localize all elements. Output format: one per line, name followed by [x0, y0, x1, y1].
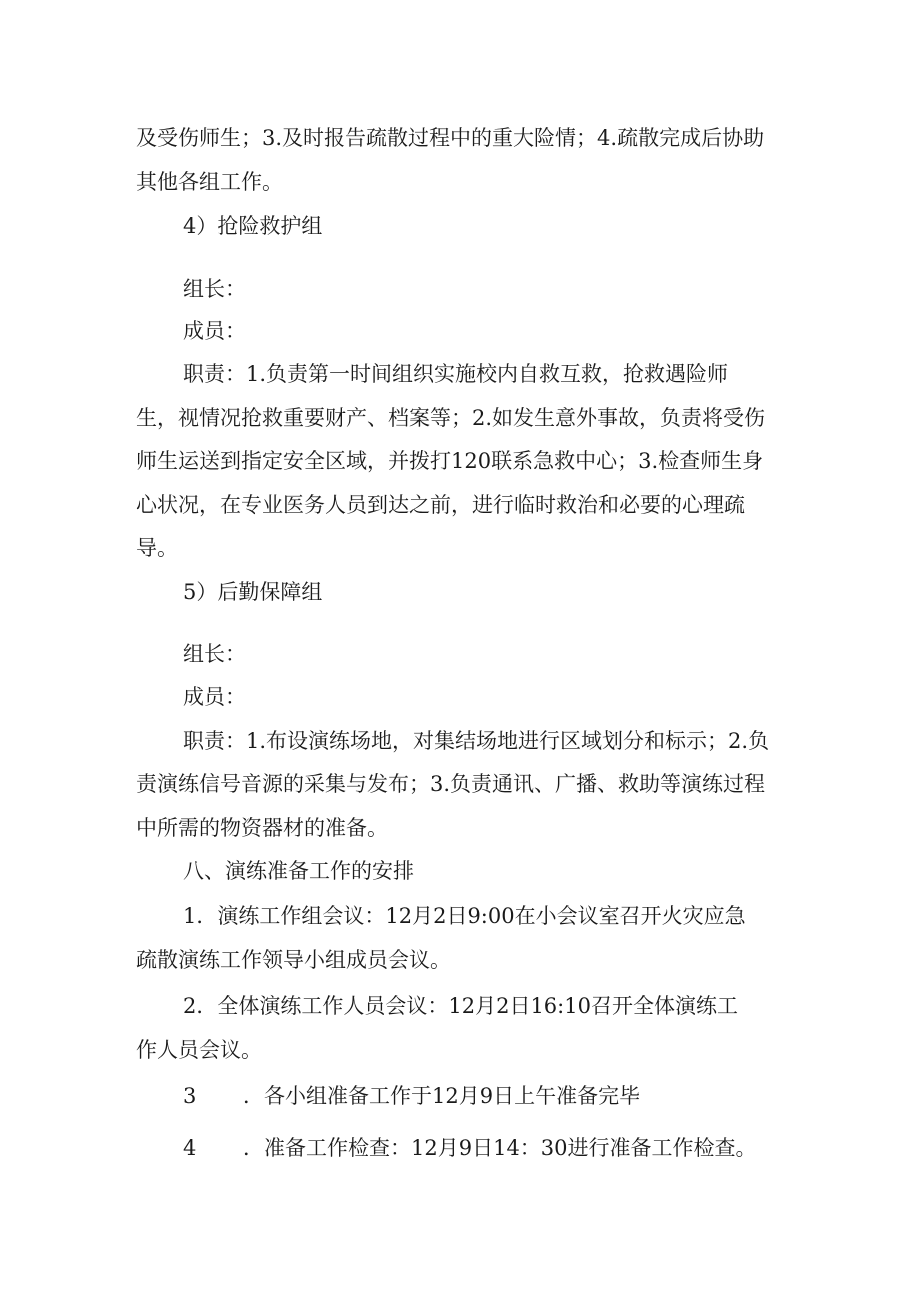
- group-members-label: 成员：: [183, 685, 246, 709]
- text-line: 中所需的物资器材的准备。: [136, 816, 388, 840]
- text-line: 责演练信号音源的采集与发布；3.负责通讯、广播、救助等演练过程: [136, 772, 766, 796]
- text-line: 生，视情况抢救重要财产、档案等；2.如发生意外事故，负责将受伤: [136, 406, 766, 430]
- section-heading-logistics: 5）后勤保障组: [183, 580, 323, 604]
- group-leader-label: 组长：: [183, 642, 246, 666]
- section-heading-rescue: 4）抢险救护组: [183, 214, 323, 238]
- list-item-number: 3: [183, 1084, 197, 1108]
- text-line: 导。: [136, 536, 178, 560]
- text-line: 师生运送到指定安全区域，并拨打120联系急救中心；3.检查师生身: [136, 449, 764, 473]
- list-item-text: ．准备工作检查：12月9日14：30进行准备工作检查。: [243, 1136, 757, 1160]
- list-item: 1．演练工作组会议：12月2日9:00在小会议室召开火灾应急: [183, 904, 746, 928]
- text-line: 疏散演练工作领导小组成员会议。: [136, 948, 451, 972]
- text-line: 心状况，在专业医务人员到达之前，进行临时救治和必要的心理疏: [136, 493, 745, 517]
- text-line: 其他各组工作。: [136, 170, 283, 194]
- group-members-label: 成员：: [183, 319, 246, 343]
- text-line: 及受伤师生；3.及时报告疏散过程中的重大险情；4.疏散完成后协助: [136, 126, 765, 150]
- list-item: [183, 1138, 757, 1159]
- text-line: 作人员会议。: [136, 1038, 262, 1062]
- section-heading-preparation: 八、演练准备工作的安排: [183, 859, 414, 883]
- duties-line: 职责：1.负责第一时间组织实施校内自救互救，抢救遇险师: [183, 362, 729, 386]
- list-item: [183, 1086, 640, 1107]
- list-item-number: 4: [183, 1136, 197, 1160]
- duties-line: 职责：1.布设演练场地，对集结场地进行区域划分和标示；2.负: [183, 729, 770, 753]
- list-item: 2．全体演练工作人员会议：12月2日16:10召开全体演练工: [183, 994, 738, 1018]
- list-item-text: ．各小组准备工作于12月9日上午准备完毕: [243, 1084, 641, 1108]
- group-leader-label: 组长：: [183, 277, 246, 301]
